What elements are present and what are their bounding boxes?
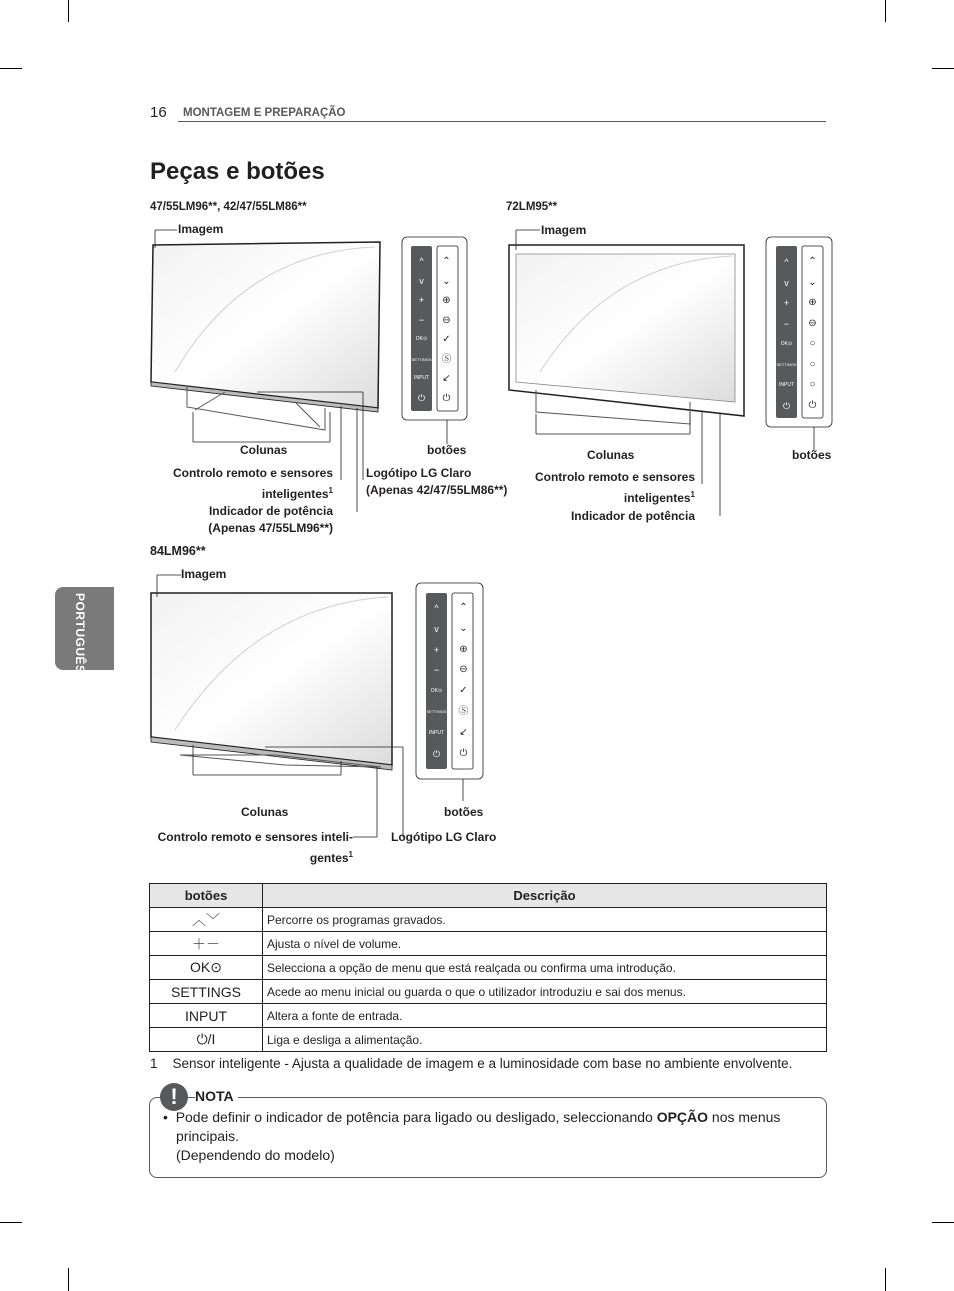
up-button: ^	[419, 256, 424, 266]
label-controlo-1-line2: inteligentes	[261, 487, 329, 501]
minus-circle-icon: ⊖	[442, 314, 451, 326]
label-indicador-1-line1: Indicador de potência	[208, 504, 333, 518]
footnote-number: 1	[150, 1056, 158, 1071]
button-panel-2	[776, 252, 797, 416]
crop-mark	[885, 0, 886, 22]
button-panel-3-icons	[456, 598, 471, 764]
button-description: Acede ao menu inicial ou guarda o que o utilizador introduziu e sai dos menus.	[263, 980, 827, 1004]
power-circle-icon: ⏻	[459, 747, 468, 759]
plus-button: +	[418, 295, 425, 305]
settings-button: SETTINGS	[776, 361, 797, 367]
label-botoes-3: botões	[444, 805, 484, 819]
header-divider	[178, 121, 826, 122]
button-panel-1	[411, 252, 432, 408]
power-button: ⏻	[417, 392, 426, 403]
crop-mark	[68, 1268, 69, 1291]
input-circle-icon: ↙	[459, 726, 468, 738]
label-colunas-2: Colunas	[587, 448, 635, 462]
label-controlo-3-line1: Controlo remoto e sensores inteli-	[157, 830, 353, 844]
input-button: INPUT	[429, 729, 444, 736]
down-circle-icon: ⌄	[442, 275, 451, 287]
blank-circle-icon: ○	[809, 379, 816, 390]
model-label-2: 72LM95**	[506, 201, 558, 213]
button-panel-1-icons	[439, 252, 454, 408]
settings-button: SETTINGS	[411, 356, 432, 362]
up-button: ^	[784, 257, 789, 267]
plus-circle-icon: ⊕	[442, 295, 451, 306]
label-indicador-2: Indicador de potência	[570, 509, 695, 523]
settings-button: SETTINGS	[426, 708, 447, 714]
label-controlo-1-line1: Controlo remoto e sensores	[172, 466, 333, 480]
power-button: ⏻	[782, 400, 791, 411]
column-header-buttons: botões	[150, 884, 263, 908]
label-controlo-3	[150, 829, 353, 867]
table-header-row	[150, 884, 827, 908]
button-symbol: ︿﹀	[150, 908, 263, 932]
label-botoes-2: botões	[792, 448, 832, 462]
language-tab-label: PORTUGUÊS	[73, 593, 87, 674]
note-text-line2: (Dependendo do modelo)	[176, 1147, 335, 1163]
note-title: NOTA	[195, 1088, 238, 1104]
label-controlo-2-line1: Controlo remoto e sensores	[534, 470, 695, 484]
power-button: ⏻	[432, 748, 441, 759]
note-text-part1: Pode definir o indicador de potência para ligado ou desligado, seleccionando	[175, 1109, 657, 1125]
button-panel-2-icons	[805, 252, 820, 416]
ok-button: OK⊙	[415, 336, 428, 342]
label-imagem-1: Imagem	[178, 222, 224, 236]
table-row	[150, 932, 827, 956]
footnote-marker: 1	[328, 486, 333, 495]
settings-circle-icon: Ⓢ	[458, 705, 469, 717]
exclamation-icon: !	[160, 1083, 188, 1111]
button-description: Percorre os programas gravados.	[263, 908, 827, 932]
label-imagem-3: Imagem	[181, 567, 227, 581]
up-circle-icon: ⌃	[459, 602, 468, 613]
crop-mark	[0, 68, 22, 69]
down-circle-icon: ⌄	[808, 276, 817, 288]
section-title: MONTAGEM E PREPARAÇÃO	[183, 107, 346, 119]
up-circle-icon: ⌃	[442, 256, 451, 267]
page-title: Peças e botões	[150, 158, 325, 185]
power-circle-icon: ⏻	[442, 392, 451, 404]
label-logo-1	[366, 465, 507, 499]
crop-mark	[885, 1268, 886, 1291]
input-circle-icon: ↙	[442, 373, 451, 384]
label-indicador-1-line2: (Apenas 47/55LM96**)	[208, 521, 333, 535]
button-symbol: SETTINGS	[150, 980, 263, 1004]
down-button: v	[419, 275, 424, 286]
footnote	[150, 1056, 792, 1071]
language-tab	[55, 587, 114, 674]
footnote-marker: 1	[348, 850, 353, 859]
down-button: v	[434, 623, 439, 634]
up-button: ^	[434, 603, 439, 613]
crop-mark	[932, 68, 954, 69]
check-circle-icon: ✓	[442, 334, 451, 345]
button-symbol: INPUT	[150, 1004, 263, 1028]
footnote-text: Sensor inteligente - Ajusta a qualidade de imagem e a luminosidade com base no ambiente envolvente.	[172, 1056, 793, 1071]
minus-button: −	[783, 318, 790, 329]
label-indicador-1	[150, 503, 333, 537]
input-button: INPUT	[414, 375, 429, 381]
ok-button: OK⊙	[430, 688, 443, 695]
button-description: Selecciona a opção de menu que está realçada ou confirma uma introdução.	[263, 956, 827, 980]
input-button: INPUT	[779, 382, 794, 388]
label-logo-1-line2: (Apenas 42/47/55LM86**)	[366, 483, 508, 497]
button-description: Ajusta o nível de volume.	[263, 932, 827, 956]
table-row	[150, 1004, 827, 1028]
minus-button: −	[418, 314, 425, 325]
label-controlo-2-line2: inteligentes	[623, 491, 691, 505]
label-logo-1-line1: Logótipo LG Claro	[366, 466, 472, 480]
label-controlo-3-line2: gentes	[309, 851, 349, 865]
button-symbol: ⏻/I	[150, 1028, 263, 1052]
page-number: 16	[150, 104, 167, 121]
crop-mark	[68, 0, 69, 22]
footnote-marker: 1	[690, 490, 695, 499]
table-row	[150, 908, 827, 932]
plus-button: +	[433, 644, 440, 655]
table-row	[150, 956, 827, 980]
up-circle-icon: ⌃	[808, 256, 817, 267]
label-controlo-1	[150, 465, 333, 503]
down-button: v	[784, 277, 789, 288]
model-label-3: 84LM96**	[150, 544, 206, 558]
minus-button: −	[433, 665, 440, 676]
label-controlo-2	[510, 469, 695, 507]
button-panel-3	[426, 598, 447, 764]
plus-circle-icon: ⊕	[808, 297, 817, 308]
note-text-part2: nos menus principais.	[176, 1109, 781, 1144]
button-description: Altera a fonte de entrada.	[263, 1004, 827, 1028]
button-symbol: ＋－	[150, 932, 263, 956]
blank-circle-icon: ○	[809, 338, 816, 349]
down-circle-icon: ⌄	[459, 622, 468, 634]
column-header-description: Descrição	[263, 884, 827, 908]
plus-circle-icon: ⊕	[459, 643, 468, 655]
table-row	[150, 1028, 827, 1052]
button-description: Liga e desliga a alimentação.	[263, 1028, 827, 1052]
blank-circle-icon: ○	[809, 358, 816, 370]
settings-circle-icon: Ⓢ	[441, 353, 452, 365]
label-colunas-3: Colunas	[241, 805, 289, 819]
table-row	[150, 980, 827, 1004]
label-imagem-2: Imagem	[541, 223, 587, 237]
buttons-table	[149, 883, 827, 1052]
note-text: • Pode definir o indicador de potência para ligado ou desligado, seleccionando OPÇÃO nos menus principais. (Dependendo do modelo)	[163, 1108, 813, 1165]
minus-circle-icon: ⊖	[459, 664, 468, 676]
crop-mark	[0, 1222, 22, 1223]
model-label-1: 47/55LM96**, 42/47/55LM86**	[150, 201, 307, 213]
ok-button: OK⊙	[780, 341, 793, 347]
crop-mark	[932, 1222, 954, 1223]
check-circle-icon: ✓	[459, 685, 468, 697]
plus-button: +	[783, 298, 790, 308]
label-colunas-1: Colunas	[240, 443, 288, 457]
label-botoes-1: botões	[427, 443, 467, 457]
button-symbol: OK⊙	[150, 956, 263, 980]
label-logo-3: Logótipo LG Claro	[391, 830, 497, 844]
power-circle-icon: ⏻	[808, 399, 817, 411]
minus-circle-icon: ⊖	[808, 317, 817, 329]
note-text-bold: OPÇÃO	[656, 1109, 709, 1125]
